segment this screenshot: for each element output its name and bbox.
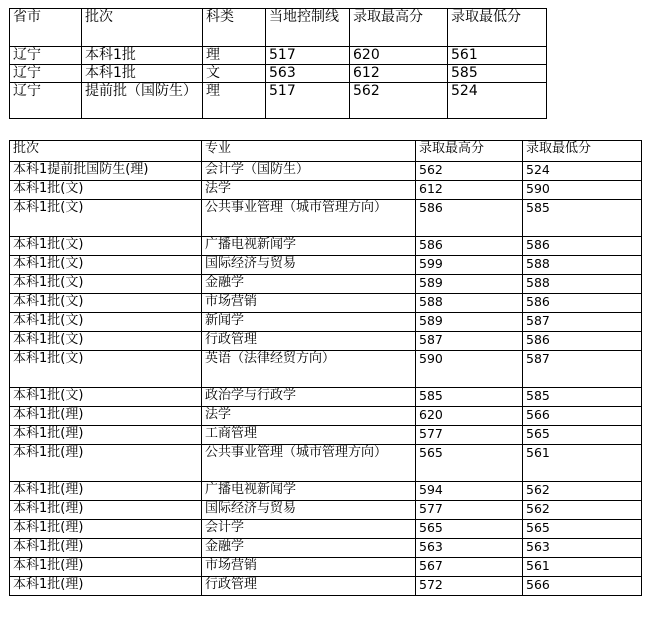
- table-row: [10, 275, 642, 294]
- table2-header-row: [10, 141, 642, 162]
- table2-cell: 585: [416, 388, 523, 407]
- table2-cell: 本科1提前批国防生(理): [10, 162, 202, 181]
- table2-cell: 563: [416, 539, 523, 558]
- table2-cell: 566: [523, 407, 642, 426]
- table-row: [10, 426, 642, 445]
- table2-cell: 565: [523, 426, 642, 445]
- table2-cell: 广播电视新闻学: [202, 237, 416, 256]
- table-row: [10, 47, 547, 65]
- table2-cell: 本科1批(理): [10, 501, 202, 520]
- table2-cell: 本科1批(理): [10, 577, 202, 596]
- table2-cell: 金融学: [202, 275, 416, 294]
- table-row: [10, 83, 547, 119]
- table2-cell: 524: [523, 162, 642, 181]
- table-row: [10, 351, 642, 388]
- table1-cell: 562: [350, 83, 448, 119]
- table2-cell: 588: [416, 294, 523, 313]
- table1-cell: 提前批（国防生）: [82, 83, 203, 119]
- table-row: [10, 482, 642, 501]
- table2-cell: 会计学（国防生）: [202, 162, 416, 181]
- table2-cell: 行政管理: [202, 332, 416, 351]
- table-row: [10, 256, 642, 275]
- table2-cell: 本科1批(理): [10, 482, 202, 501]
- table1-header-cell: 录取最低分: [448, 9, 547, 47]
- table-row: [10, 388, 642, 407]
- table2-cell: 588: [523, 275, 642, 294]
- province-score-table: [9, 8, 547, 119]
- table2-cell: 586: [523, 332, 642, 351]
- table1-cell: 517: [266, 47, 350, 65]
- table2-cell: 本科1批(理): [10, 558, 202, 577]
- table2-cell: 562: [523, 501, 642, 520]
- table1-header-cell: 录取最高分: [350, 9, 448, 47]
- table2-cell: 585: [523, 388, 642, 407]
- table2-cell: 新闻学: [202, 313, 416, 332]
- table-row: [10, 558, 642, 577]
- table2-cell: 585: [523, 200, 642, 237]
- table2-cell: 政治学与行政学: [202, 388, 416, 407]
- table-row: [10, 445, 642, 482]
- table2-cell: 572: [416, 577, 523, 596]
- table2-cell: 587: [416, 332, 523, 351]
- table2-cell: 586: [416, 200, 523, 237]
- table2-cell: 565: [416, 445, 523, 482]
- table2-cell: 567: [416, 558, 523, 577]
- table2-cell: 会计学: [202, 520, 416, 539]
- table2-cell: 599: [416, 256, 523, 275]
- table2-cell: 法学: [202, 407, 416, 426]
- table-row: [10, 237, 642, 256]
- table1-cell: 辽宁: [10, 47, 82, 65]
- table2-cell: 本科1批(文): [10, 294, 202, 313]
- table2-cell: 612: [416, 181, 523, 200]
- table-row: [10, 65, 547, 83]
- table2-cell: 586: [523, 294, 642, 313]
- table2-cell: 586: [416, 237, 523, 256]
- table2-cell: 本科1批(理): [10, 445, 202, 482]
- table2-cell: 590: [416, 351, 523, 388]
- table2-cell: 公共事业管理（城市管理方向）: [202, 200, 416, 237]
- table2-cell: 本科1批(文): [10, 256, 202, 275]
- table-row: [10, 520, 642, 539]
- table1-cell: 理: [203, 47, 266, 65]
- table2-cell: 562: [416, 162, 523, 181]
- table-row: [10, 313, 642, 332]
- table2-cell: 594: [416, 482, 523, 501]
- table2-cell: 本科1批(理): [10, 539, 202, 558]
- table2-cell: 589: [416, 275, 523, 294]
- table2-cell: 565: [523, 520, 642, 539]
- table1-cell: 620: [350, 47, 448, 65]
- table2-cell: 561: [523, 445, 642, 482]
- table1-cell: 辽宁: [10, 83, 82, 119]
- table1-cell: 本科1批: [82, 65, 203, 83]
- table2-cell: 本科1批(文): [10, 332, 202, 351]
- table1-header-row: [10, 9, 547, 47]
- table2-cell: 589: [416, 313, 523, 332]
- table-row: [10, 294, 642, 313]
- table1-cell: 524: [448, 83, 547, 119]
- table2-cell: 587: [523, 351, 642, 388]
- table2-cell: 565: [416, 520, 523, 539]
- table2-cell: 本科1批(文): [10, 388, 202, 407]
- table2-cell: 本科1批(文): [10, 351, 202, 388]
- table-row: [10, 407, 642, 426]
- table2-cell: 广播电视新闻学: [202, 482, 416, 501]
- table1-cell: 585: [448, 65, 547, 83]
- major-score-table: [9, 140, 642, 596]
- table-row: [10, 539, 642, 558]
- table2-cell: 577: [416, 501, 523, 520]
- table1-header-cell: 科类: [203, 9, 266, 47]
- table1-cell: 517: [266, 83, 350, 119]
- table2-cell: 566: [523, 577, 642, 596]
- table1-header-cell: 当地控制线: [266, 9, 350, 47]
- table1-cell: 本科1批: [82, 47, 203, 65]
- table-row: [10, 501, 642, 520]
- table1-header-cell: 省市: [10, 9, 82, 47]
- table2-cell: 本科1批(文): [10, 181, 202, 200]
- table2-cell: 590: [523, 181, 642, 200]
- table2-cell: 本科1批(理): [10, 407, 202, 426]
- table1-cell: 612: [350, 65, 448, 83]
- table2-cell: 本科1批(文): [10, 313, 202, 332]
- table2-cell: 586: [523, 237, 642, 256]
- table2-cell: 国际经济与贸易: [202, 501, 416, 520]
- table2-cell: 法学: [202, 181, 416, 200]
- table2-cell: 本科1批(理): [10, 426, 202, 445]
- table2-cell: 市场营销: [202, 294, 416, 313]
- table2-header-cell: 专业: [202, 141, 416, 162]
- table-row: [10, 332, 642, 351]
- table-row: [10, 181, 642, 200]
- table1-header-cell: 批次: [82, 9, 203, 47]
- table2-header-cell: 录取最高分: [416, 141, 523, 162]
- table2-cell: 562: [523, 482, 642, 501]
- table1-cell: 561: [448, 47, 547, 65]
- table2-cell: 工商管理: [202, 426, 416, 445]
- table2-header-cell: 录取最低分: [523, 141, 642, 162]
- table1-cell: 辽宁: [10, 65, 82, 83]
- table-row: [10, 162, 642, 181]
- table2-cell: 本科1批(理): [10, 520, 202, 539]
- table2-cell: 国际经济与贸易: [202, 256, 416, 275]
- table2-cell: 本科1批(文): [10, 237, 202, 256]
- table1-cell: 理: [203, 83, 266, 119]
- table2-cell: 行政管理: [202, 577, 416, 596]
- table-row: [10, 200, 642, 237]
- table2-cell: 620: [416, 407, 523, 426]
- table2-cell: 本科1批(文): [10, 200, 202, 237]
- table2-cell: 587: [523, 313, 642, 332]
- table2-cell: 561: [523, 558, 642, 577]
- table2-cell: 金融学: [202, 539, 416, 558]
- table2-header-cell: 批次: [10, 141, 202, 162]
- table2-cell: 英语（法律经贸方向）: [202, 351, 416, 388]
- table2-cell: 588: [523, 256, 642, 275]
- table1-cell: 文: [203, 65, 266, 83]
- table-row: [10, 577, 642, 596]
- table2-cell: 577: [416, 426, 523, 445]
- table2-cell: 市场营销: [202, 558, 416, 577]
- table2-cell: 563: [523, 539, 642, 558]
- table1-cell: 563: [266, 65, 350, 83]
- table2-cell: 本科1批(文): [10, 275, 202, 294]
- table2-cell: 公共事业管理（城市管理方向）: [202, 445, 416, 482]
